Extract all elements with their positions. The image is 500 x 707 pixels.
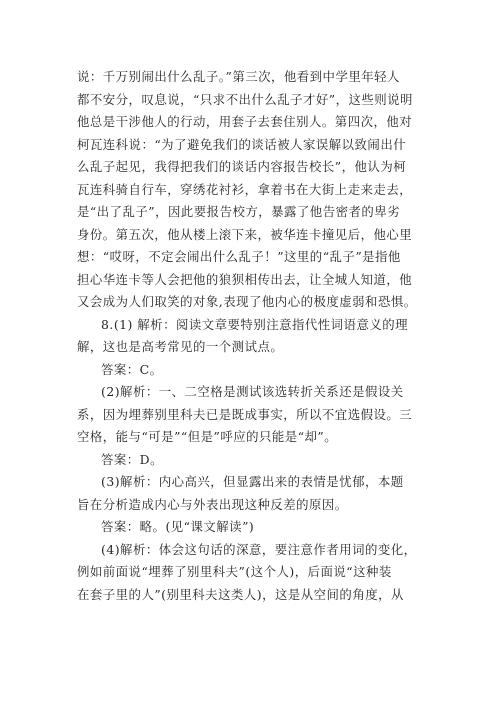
text-line: 8.(1) 解析：阅读文章要特别注意指代性词语意义的理 — [101, 316, 409, 332]
text-line: (4)解析：体会这句话的深意，要注意作者用词的变化， — [101, 541, 417, 557]
text-line: 他总是干涉他人的行动，用套子去套住别人。第四次，他对 — [77, 114, 413, 129]
text-line: 又会成为人们取笑的对象,表现了他内心的极度虚弱和恐惧。 — [77, 294, 417, 309]
text-line: 在套子里的人”(别里科夫这类人)，这是从空间的角度，从 — [77, 586, 404, 602]
text-line: 答案：C。 — [101, 361, 163, 377]
answer-text-block — [77, 66, 437, 606]
text-line: 想：“哎呀，不定会闹出什么乱子！”这里的“乱子”是指他 — [77, 249, 401, 264]
text-line: 都不安分，叹息说，“只求不出什么乱子才好”，这些则说明 — [77, 91, 413, 107]
text-line: 例如前面说“埋葬了别里科夫”(这个人)，后面说“这种装 — [77, 564, 392, 579]
text-line: (2)解析：一、二空格是测试该选转折关系还是假设关 — [101, 384, 404, 399]
text-line: 么乱子起见，我得把我们的谈话内容报告校长”，他认为柯 — [77, 159, 407, 174]
text-line: 身份。第五次，他从楼上滚下来，被华连卡撞见后，他心里 — [77, 226, 413, 242]
text-line: 担心华连卡等人会把他的狼狈相传出去，让全城人知道，他 — [77, 271, 413, 287]
text-line: 答案：D。 — [101, 451, 163, 467]
text-line: 柯瓦连科说：“为了避免我们的谈话被人家误解以致闹出什 — [77, 136, 407, 152]
text-line: 说：千万别闹出什么乱子。”第三次，他看到中学里年轻人 — [77, 69, 400, 84]
text-line: 答案：略。(见“课文解读”) — [101, 519, 255, 534]
text-line: 旨在分析造成内心与外表出现这种反差的原因。 — [77, 496, 348, 512]
text-line: 空格，能与“可是”“但是”呼应的只能是“却”。 — [77, 429, 338, 444]
text-line: 是“出了乱子”，因此要报告校方，暴露了他告密者的卑劣 — [77, 204, 401, 219]
text-line: (3)解析：内心高兴，但显露出来的表情是忧郁，本题 — [101, 474, 404, 489]
text-line: 瓦连科骑自行车，穿绣花衬衫，拿着书在大街上走来走去， — [77, 181, 413, 197]
text-line: 系，因为埋葬别里科夫已是既成事实，所以不宜选假设。三 — [77, 406, 413, 422]
text-line: 解，这也是高考常见的一个测试点。 — [77, 339, 284, 354]
